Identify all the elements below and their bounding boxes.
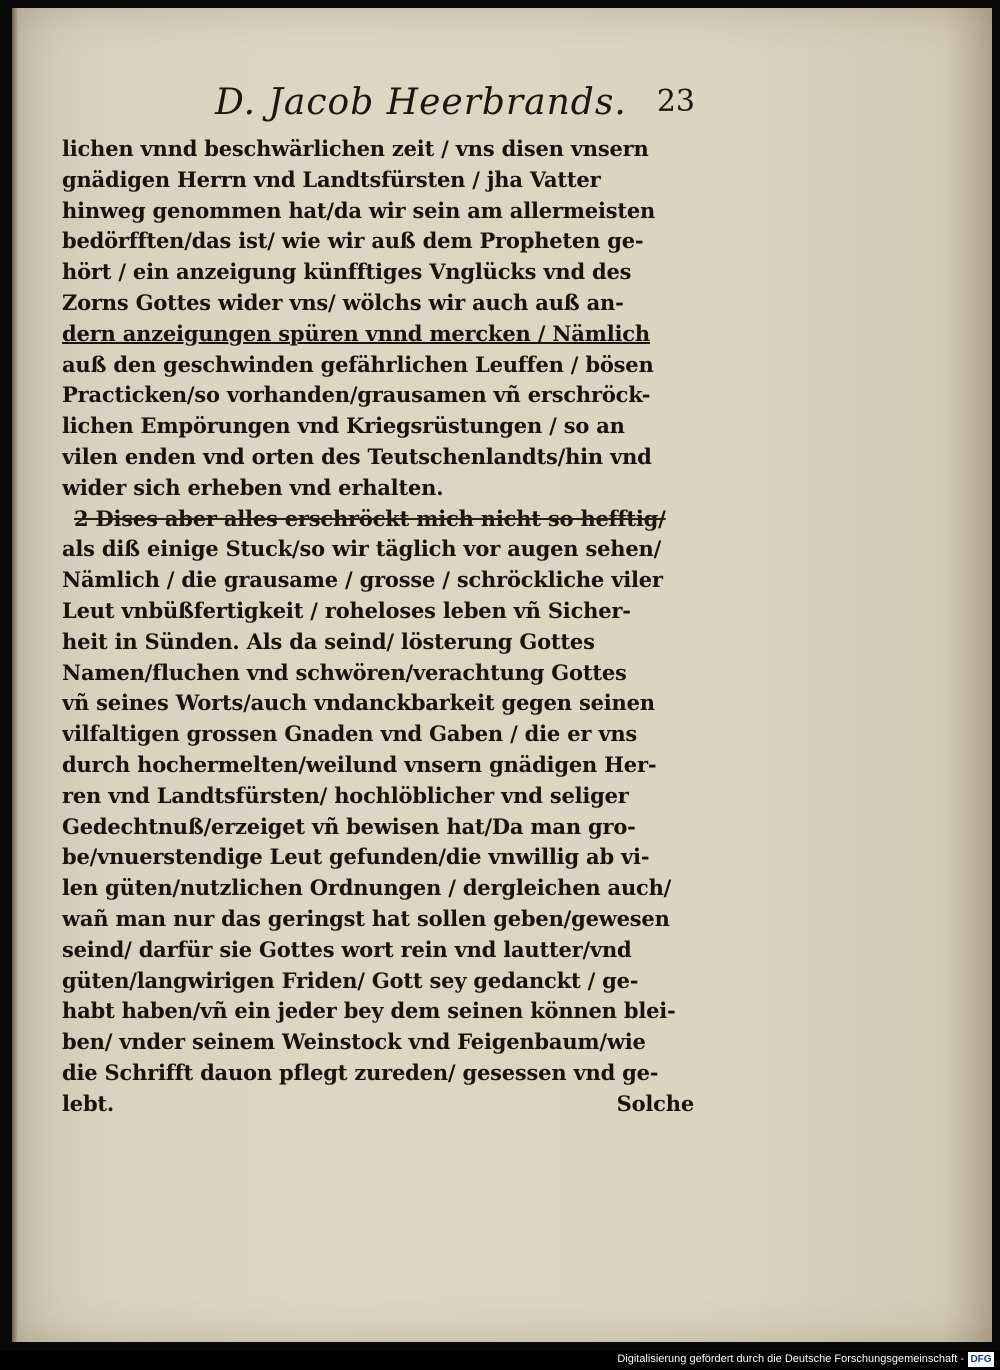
text-line: lichen Empörungen vnd Kriegsrüstungen / so an [62,413,625,439]
text-line: hinweg genommen hat/da wir sein am allermeisten [62,197,656,223]
last-line-row [62,1089,694,1120]
text-line: Nämlich / die grausame / grosse / schröckliche viler [62,567,663,593]
text-line: die Schrifft dauon pflegt zureden/ gesessen vnd ge- [62,1059,659,1085]
footer-bar [0,1350,1000,1370]
text-line: durch hochermelten/weilund vnsern gnädigen Her- [62,751,657,777]
text-line: Practicken/so vorhanden/grausamen vñ erschröck- [62,382,651,408]
text-line: seind/ darfür sie Gottes wort rein vnd lautter/vnd [62,936,632,962]
text-line: bedörfften/das ist/ wie wir auß dem Propheten ge- [62,228,644,254]
text-line: vilen enden vnd orten des Teutschenlandts/hin vnd [62,443,652,469]
catchword: Solche [616,1090,694,1116]
dfg-logo[interactable]: DFG [968,1352,994,1367]
text-line: Namen/fluchen vnd schwören/verachtung Gottes [62,659,627,685]
text-line: güten/langwirigen Friden/ Gott sey gedanckt / ge- [62,967,639,993]
text-line: len güten/nutzlichen Ordnungen / dergleichen auch/ [62,875,672,901]
text-line: auß den geschwinden gefährlichen Leuffen / bösen [62,351,654,377]
text-line: gnädigen Herrn vnd Landtsfürsten / jha Vatter [62,166,601,192]
text-line: wañ man nur das geringst hat sollen geben/gewesen [62,905,670,931]
text-line: hört / ein anzeigung künfftiges Vnglücks vnd des [62,259,632,285]
text-line-struck: 2 Dises aber alles erschröckt mich nicht so hefftig/ [74,505,666,531]
text-line: Gedechtnuß/erzeiget vñ bewisen hat/Da man gro- [62,813,636,839]
text-line-underlined: dern anzeigungen spüren vnnd mercken / Nämlich [62,320,650,346]
text-line: vñ seines Worts/auch vndanckbarkeit gegen seinen [62,690,655,716]
page-edge [12,8,18,1342]
page-number: 23 [656,84,695,119]
text-line: lebt. [62,1090,115,1116]
text-line: ren vnd Landtsfürsten/ hochlöblicher vnd seliger [62,782,629,808]
text-line: als diß einige Stuck/so wir täglich vor augen sehen/ [62,536,662,562]
text-line: be/vnuerstendige Leut gefunden/die vnwillig ab vi- [62,844,650,870]
text-line: ben/ vnder seinem Weinstock vnd Feigenbaum/wie [62,1029,646,1055]
page-header [215,82,695,132]
body-text [62,134,694,1120]
text-line: lichen vnnd beschwärlichen zeit / vns disen vnsern [62,136,649,161]
text-line: wider sich erheben vnd erhalten. [62,474,444,500]
running-head: D. Jacob Heerbrands. [215,82,627,123]
text-line: habt haben/vñ ein jeder bey dem seinen können blei- [62,998,676,1024]
text-line: Zorns Gottes wider vns/ wölchs wir auch auß an- [62,289,624,315]
funding-credit: Digitalisierung gefördert durch die Deutsche Forschungsgemeinschaft - [617,1353,964,1365]
text-line: Leut vnbüßfertigkeit / roheloses leben vñ Sicher- [62,597,631,623]
text-line: heit in Sünden. Als da seind/ lösterung Gottes [62,628,595,654]
text-line: vilfaltigen grossen Gnaden vnd Gaben / die er vns [62,721,638,747]
